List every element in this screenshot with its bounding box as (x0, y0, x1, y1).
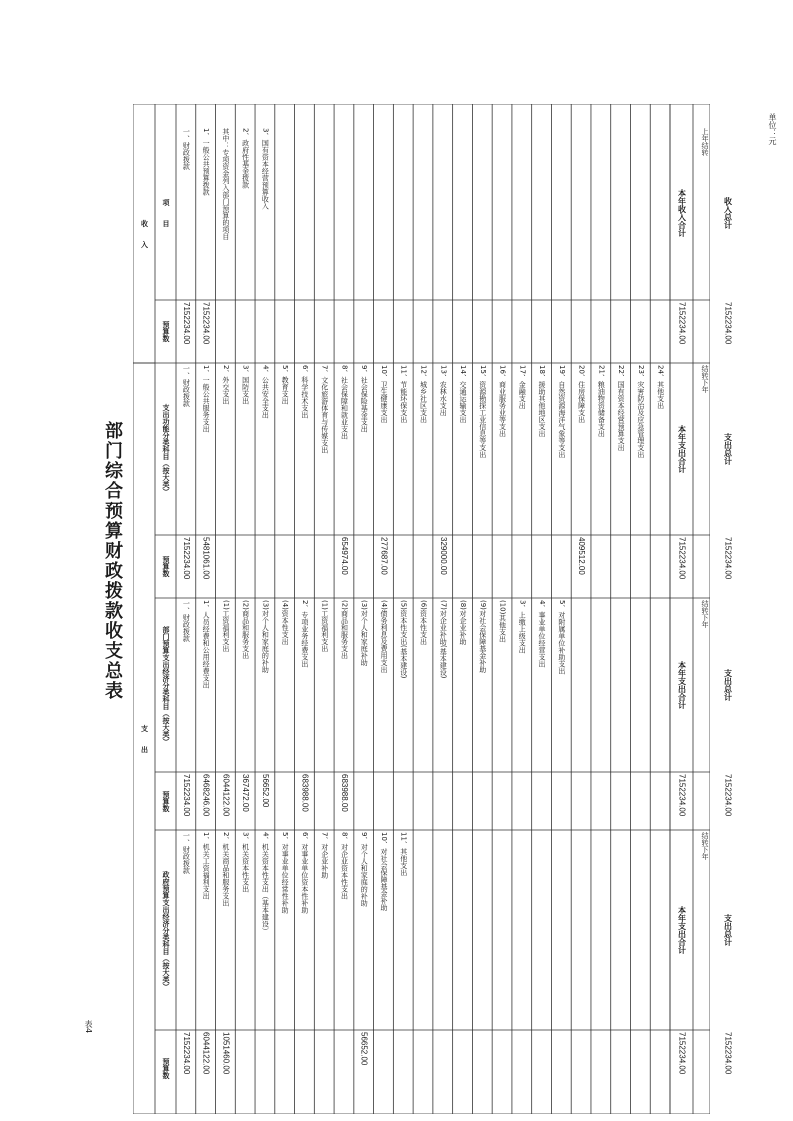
grand-income-value: 7152234.00 (723, 302, 733, 345)
func_rows-row-value (314, 537, 334, 596)
dept_rows-row-value (492, 774, 512, 828)
func_rows-row-label: 22、国有资本经营预算支出 (617, 365, 626, 451)
dept_rows-row-label: 5、对附属单位补助支出 (557, 600, 566, 675)
func_rows-row-label: 11、节能环保支出 (399, 365, 408, 423)
dept_rows-row-label: (3)对个人和家庭补助 (360, 600, 369, 666)
func_rows-row-label: 17、金融支出 (518, 365, 527, 409)
func_rows-row-value (532, 537, 552, 596)
func_rows-row-value (492, 537, 512, 596)
unit-label: 单位：元 (768, 113, 777, 145)
dept_rows-row-value: 683988.00 (339, 774, 349, 812)
func_rows-row-label: 24、其他支出 (656, 365, 665, 409)
func_rows-row-value (413, 537, 433, 596)
income_rows-row-label: 一、财政拨款 (182, 128, 191, 170)
func-total-label: 本年支出合计 (677, 425, 687, 473)
gov_rows-row-label: 一、财政拨款 (182, 832, 191, 874)
dept_rows-row-value: 7152234.00 (181, 774, 191, 817)
func_rows-row-value (275, 537, 295, 596)
dept_rows-row-label: (8)对企业补助 (459, 600, 467, 645)
income_rows-row-label: 其中：专项资金列入部门预算的项目 (221, 128, 230, 240)
func_rows-row-value (453, 537, 473, 596)
gov_rows-row-value (314, 1032, 334, 1105)
gov_rows-row-label: 10、对社会保障基金补助 (379, 832, 388, 911)
dept_rows-row-value (433, 774, 453, 828)
func_rows-row-label: 6、科学技术支出 (300, 365, 309, 419)
func-total-value: 7152234.00 (677, 537, 687, 580)
gov_rows-row-label: 7、对企业补助 (320, 832, 329, 879)
col-func-class-header: 支出功能分类科目（按大类） (162, 403, 170, 495)
func_rows-row-label: 13、农林水支出 (439, 365, 448, 416)
func_rows-row-label: 10、卫生健康支出 (379, 365, 388, 423)
func_rows-row-value (611, 537, 631, 596)
func_rows-row-label: 21、粮油物资储备支出 (597, 365, 606, 437)
func_rows-row-value (630, 537, 650, 596)
gov_rows-row-value (235, 1032, 255, 1105)
dept-total-label: 本年支出合计 (677, 661, 687, 709)
func_rows-row-label: 15、资源勘探工业信息等支出 (478, 365, 487, 458)
dept_rows-row-value (393, 774, 413, 828)
func_rows-row-value: 654974.00 (339, 537, 349, 575)
gov_rows-row-label: 8、对企业资本性支出 (340, 832, 349, 900)
dept-grand-value: 7152234.00 (723, 774, 733, 817)
dept_rows-row-label: (1)工资福利支出 (320, 600, 329, 652)
dept_rows-row-value: 6044122.00 (221, 774, 231, 817)
dept_rows-row-value (551, 774, 571, 828)
func_rows-row-value: 5481061.00 (201, 537, 211, 580)
dept-grand-label: 支出总计 (723, 669, 733, 701)
func-grand-label: 支出总计 (723, 433, 733, 465)
dept_rows-row-value (374, 774, 394, 828)
budget-summary-table (133, 104, 733, 1114)
func_rows-row-value (354, 537, 374, 596)
gov_rows-row-value: 1051460.00 (221, 1032, 231, 1075)
income_rows-row-value (255, 302, 275, 361)
func_rows-row-label: 4、公共安全支出 (261, 365, 270, 419)
func_rows-row-value (216, 537, 236, 596)
prev-carry-label: 上年结转 (701, 128, 709, 156)
func_rows-row-value (591, 537, 611, 596)
func_rows-row-label: 23、灾害防治及应急管理支出 (636, 365, 645, 458)
dept_rows-row-label: (4)资本性支出 (281, 600, 290, 645)
func_rows-row-value: 277687.00 (379, 537, 389, 575)
func_rows-row-label: 一、财政拨款 (182, 365, 191, 407)
income_rows-row-label: 3、国有资本经营预算收入 (261, 128, 270, 210)
income_rows-row-label: 1、一般公共预算拨款 (202, 128, 211, 196)
income-total-label: 本年收入合计 (677, 189, 687, 237)
dept_rows-row-label: (10)其他支出 (498, 600, 507, 643)
col-dept-budget-header: 预算数 (162, 790, 170, 812)
gov_rows-row-value: 6044122.00 (201, 1032, 211, 1075)
gov_rows-row-label: 11、其他支出 (399, 832, 408, 876)
income_rows-row-value (235, 302, 255, 361)
dept_rows-row-label: (9)对社会保障基金补助 (478, 600, 487, 673)
func_rows-row-label: 5、教育支出 (281, 365, 290, 405)
func_rows-row-label: 20、住房保障支出 (577, 365, 586, 423)
func-carry-label: 结转下年 (701, 365, 709, 393)
func_rows-row-value (551, 537, 571, 596)
gov-carry-label: 结转下年 (701, 832, 709, 860)
gov-grand-value: 7152234.00 (723, 1032, 733, 1075)
gov_rows-row-label: 4、机关资本性支出（基本建设） (261, 832, 270, 935)
gov_rows-row-label: 5、对事业单位经常性补助 (281, 832, 290, 914)
func_rows-row-value (235, 537, 255, 596)
dept_rows-row-label: 3、上缴上级支出 (518, 600, 527, 654)
dept_rows-row-value (532, 774, 552, 828)
dept_rows-row-value (413, 774, 433, 828)
func_rows-row-label: 12、城乡社区支出 (419, 365, 428, 423)
income_rows-row-value: 7152234.00 (181, 302, 191, 345)
grand-income-label: 收入总计 (723, 197, 733, 229)
col-gov-budget-header: 预算数 (162, 1058, 170, 1079)
func_rows-row-value (512, 537, 532, 596)
dept_rows-row-value (453, 774, 473, 828)
func_rows-row-value (255, 537, 275, 596)
dept_rows-row-value: 6468246.00 (201, 774, 211, 817)
dept_rows-row-label: 一、财政拨款 (182, 600, 191, 642)
dept_rows-row-value (275, 774, 295, 828)
gov_rows-row-label: 3、机关资本性支出 (241, 832, 250, 893)
dept_rows-row-value (472, 774, 492, 828)
gov_rows-row-value (275, 1032, 295, 1105)
func_rows-row-value (650, 537, 670, 596)
dept_rows-row-value (512, 774, 532, 828)
dept_rows-row-label: (2)商品和服务支出 (340, 600, 349, 659)
func_rows-row-label: 2、外交支出 (221, 365, 230, 405)
col-income-budget-header: 预算数 (162, 321, 170, 342)
col-func-budget-header: 预算数 (162, 556, 170, 577)
func_rows-row-label: 9、社会保险基金支出 (360, 365, 369, 433)
gov_rows-row-label: 1、机关工资福利支出 (202, 832, 211, 900)
func_rows-row-label: 18、援助其他地区支出 (538, 365, 547, 437)
gov_rows-row-label: 9、对个人和家庭的补助 (360, 832, 369, 907)
func_rows-row-value: 329000.00 (438, 537, 448, 575)
col-dept-econ-header: 部门预算支出经济分类科目（按大类） (162, 625, 170, 745)
gov_rows-row-value: 56652.00 (359, 1032, 369, 1066)
gov-total-label: 本年支出合计 (677, 906, 687, 954)
func_rows-row-value: 409512.00 (577, 537, 587, 575)
dept_rows-row-value (314, 774, 334, 828)
dept_rows-row-label: (6)资本性支出 (419, 600, 428, 645)
func_rows-row-label: 19、自然资源海洋气象等支出 (557, 365, 566, 458)
income_rows-row-value (216, 302, 236, 361)
func_rows-row-label: 7、文化旅游体育与传媒支出 (320, 365, 329, 454)
income_rows-row-label: 2、政府性基金拨款 (241, 128, 250, 189)
func_rows-row-label: 1、一般公共服务支出 (202, 365, 211, 433)
dept_rows-row-label: (3)对个人和家庭的补助 (261, 600, 270, 673)
dept_rows-row-label: 2、专项业务经费支出 (300, 600, 309, 668)
dept_rows-row-label: 4、事业单位经营支出 (538, 600, 547, 668)
gov_rows-row-value (393, 1032, 413, 1105)
col-gov-econ-header: 政府预算支出经济分类科目（按大类） (162, 870, 170, 990)
document-title: 部门综合预算财政拨款收支总表 (102, 420, 123, 701)
gov-grand-label: 支出总计 (723, 914, 733, 946)
gov_rows-row-value (374, 1032, 394, 1105)
func_rows-row-value (472, 537, 492, 596)
gov_rows-row-value (255, 1032, 275, 1105)
dept-total-value: 7152234.00 (677, 774, 687, 817)
gov_rows-row-value (295, 1032, 315, 1105)
func_rows-row-value: 7152234.00 (181, 537, 191, 580)
dept_rows-row-label: (4)债务利息及费用支出 (379, 600, 388, 673)
form-number: 表4 (84, 1020, 93, 1034)
income-total-value: 7152234.00 (677, 302, 687, 345)
gov_rows-row-value (334, 1032, 354, 1105)
dept_rows-row-label: (2)商品和服务支出 (241, 600, 250, 659)
dept_rows-row-label: (5)资本性支出(基本建设) (399, 600, 408, 679)
dept_rows-row-value (354, 774, 374, 828)
gov-total-value: 7152234.00 (677, 1032, 687, 1075)
func_rows-row-label: 3、国防支出 (241, 365, 250, 405)
dept_rows-row-value: 56652.00 (260, 774, 270, 808)
func_rows-row-value (295, 537, 315, 596)
income_rows-row-value: 7152234.00 (201, 302, 211, 345)
func_rows-row-label: 8、社会保障和就业支出 (340, 365, 349, 440)
gov_rows-row-value: 7152234.00 (181, 1032, 191, 1075)
func_rows-row-label: 16、商业服务业等支出 (498, 365, 507, 437)
func-grand-value: 7152234.00 (723, 537, 733, 580)
dept_rows-row-label: (7)对企业补助(基本建设) (439, 600, 448, 679)
col-item-header: 项 目 (162, 199, 170, 227)
dept_rows-row-value: 367472.00 (241, 774, 251, 812)
gov_rows-row-label: 6、对事业单位资本性补助 (300, 832, 309, 914)
func_rows-row-label: 14、交通运输支出 (459, 365, 467, 423)
func_rows-row-value (393, 537, 413, 596)
dept_rows-row-value: 683988.00 (300, 774, 310, 812)
dept_rows-row-label: (1)工资福利支出 (221, 600, 230, 652)
dept-carry-label: 结转下年 (701, 600, 709, 628)
gov_rows-row-label: 2、机关商品和服务支出 (221, 832, 230, 907)
dept_rows-row-label: 1、人员经费和公用经费支出 (202, 600, 211, 689)
income-header: 收 入 (140, 219, 149, 248)
expense-header: 支 出 (140, 724, 149, 753)
